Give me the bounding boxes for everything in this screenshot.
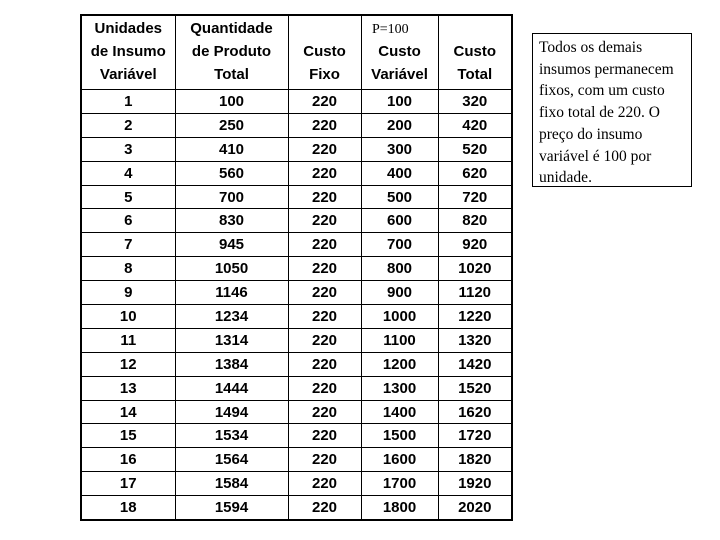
cell-units: 11 [81, 328, 175, 352]
cell-total-cost: 1220 [438, 305, 512, 329]
cell-total-cost: 720 [438, 185, 512, 209]
cell-quantity: 700 [175, 185, 288, 209]
cell-total-cost: 920 [438, 233, 512, 257]
table-row [81, 448, 512, 472]
cell-total-cost: 1620 [438, 400, 512, 424]
header-line: Variável [371, 66, 428, 83]
table-row [81, 185, 512, 209]
cell-units: 10 [81, 305, 175, 329]
table-row [81, 376, 512, 400]
table-row [81, 209, 512, 233]
cell-units: 7 [81, 233, 175, 257]
cell-variable-cost: 600 [361, 209, 438, 233]
cell-total-cost: 1520 [438, 376, 512, 400]
cell-variable-cost: 1500 [361, 424, 438, 448]
header-line: Unidades [94, 20, 162, 37]
cell-total-cost: 1420 [438, 352, 512, 376]
cell-fixed-cost: 220 [288, 137, 361, 161]
cell-variable-cost: 1600 [361, 448, 438, 472]
cell-variable-cost: 1400 [361, 400, 438, 424]
table-row [81, 137, 512, 161]
cell-variable-cost: 1700 [361, 472, 438, 496]
cell-total-cost: 420 [438, 113, 512, 137]
table-row [81, 113, 512, 137]
cell-total-cost: 1320 [438, 328, 512, 352]
header-units [81, 15, 175, 90]
cell-fixed-cost: 220 [288, 424, 361, 448]
cell-quantity: 945 [175, 233, 288, 257]
cell-total-cost: 1920 [438, 472, 512, 496]
cell-quantity: 1584 [175, 472, 288, 496]
cell-units: 2 [81, 113, 175, 137]
cell-variable-cost: 300 [361, 137, 438, 161]
cell-fixed-cost: 220 [288, 496, 361, 520]
note-box: Todos os demais insumos permanecem fixos, com um custo fixo total de 220. O preço do insumo variável é 100 por unidade. [532, 33, 692, 187]
cell-fixed-cost: 220 [288, 472, 361, 496]
header-line: Total [457, 66, 493, 83]
cell-quantity: 1234 [175, 305, 288, 329]
cell-total-cost: 1120 [438, 281, 512, 305]
header-line: Fixo [309, 66, 340, 83]
cell-quantity: 1564 [175, 448, 288, 472]
cell-variable-cost: 800 [361, 257, 438, 281]
table-row [81, 496, 512, 520]
cell-total-cost: 1820 [438, 448, 512, 472]
cell-units: 9 [81, 281, 175, 305]
cell-quantity: 1594 [175, 496, 288, 520]
cell-quantity: 100 [175, 90, 288, 114]
header-line: de Insumo [90, 43, 166, 60]
header-total-cost [438, 15, 512, 90]
cell-total-cost: 2020 [438, 496, 512, 520]
cell-quantity: 1384 [175, 352, 288, 376]
cell-variable-cost: 500 [361, 185, 438, 209]
cell-quantity: 1534 [175, 424, 288, 448]
table-row [81, 233, 512, 257]
cell-quantity: 410 [175, 137, 288, 161]
cell-total-cost: 520 [438, 137, 512, 161]
cell-fixed-cost: 220 [288, 113, 361, 137]
header-line: Custo [303, 43, 346, 60]
cell-variable-cost: 1800 [361, 496, 438, 520]
header-quantity [175, 15, 288, 90]
table-row [81, 472, 512, 496]
table-row [81, 257, 512, 281]
cell-units: 18 [81, 496, 175, 520]
cell-variable-cost: 1000 [361, 305, 438, 329]
price-label: P=100 [372, 22, 409, 37]
table-row [81, 90, 512, 114]
cell-total-cost: 320 [438, 90, 512, 114]
cell-units: 16 [81, 448, 175, 472]
cost-table [80, 14, 513, 521]
header-fixed-cost [288, 15, 361, 90]
table-row [81, 281, 512, 305]
cell-units: 12 [81, 352, 175, 376]
cell-units: 17 [81, 472, 175, 496]
cell-quantity: 1050 [175, 257, 288, 281]
cell-quantity: 250 [175, 113, 288, 137]
cell-fixed-cost: 220 [288, 376, 361, 400]
cell-fixed-cost: 220 [288, 400, 361, 424]
cell-fixed-cost: 220 [288, 233, 361, 257]
cell-units: 6 [81, 209, 175, 233]
cell-variable-cost: 400 [361, 161, 438, 185]
cell-variable-cost: 900 [361, 281, 438, 305]
cell-units: 5 [81, 185, 175, 209]
cell-variable-cost: 700 [361, 233, 438, 257]
cell-variable-cost: 1100 [361, 328, 438, 352]
cell-fixed-cost: 220 [288, 352, 361, 376]
cell-units: 4 [81, 161, 175, 185]
cell-quantity: 560 [175, 161, 288, 185]
cell-units: 13 [81, 376, 175, 400]
cell-variable-cost: 1300 [361, 376, 438, 400]
table-row [81, 328, 512, 352]
table-row [81, 400, 512, 424]
header-line: Total [214, 66, 249, 83]
cell-fixed-cost: 220 [288, 328, 361, 352]
cell-variable-cost: 100 [361, 90, 438, 114]
cell-quantity: 830 [175, 209, 288, 233]
cell-units: 1 [81, 90, 175, 114]
cell-fixed-cost: 220 [288, 90, 361, 114]
cell-fixed-cost: 220 [288, 281, 361, 305]
cell-fixed-cost: 220 [288, 305, 361, 329]
table-body [81, 90, 512, 521]
cell-fixed-cost: 220 [288, 209, 361, 233]
cell-total-cost: 1020 [438, 257, 512, 281]
cell-units: 8 [81, 257, 175, 281]
cell-fixed-cost: 220 [288, 185, 361, 209]
cell-total-cost: 820 [438, 209, 512, 233]
cell-total-cost: 1720 [438, 424, 512, 448]
table-row [81, 424, 512, 448]
cell-quantity: 1444 [175, 376, 288, 400]
cell-quantity: 1146 [175, 281, 288, 305]
cell-units: 3 [81, 137, 175, 161]
cell-total-cost: 620 [438, 161, 512, 185]
cell-quantity: 1314 [175, 328, 288, 352]
header-line: Variável [99, 66, 157, 83]
header-line: Quantidade [190, 20, 273, 37]
cell-fixed-cost: 220 [288, 161, 361, 185]
header-row [81, 15, 512, 90]
table-row [81, 305, 512, 329]
cell-fixed-cost: 220 [288, 257, 361, 281]
cell-quantity: 1494 [175, 400, 288, 424]
cell-units: 14 [81, 400, 175, 424]
table-row [81, 161, 512, 185]
header-line: Custo [453, 43, 496, 60]
cell-units: 15 [81, 424, 175, 448]
header-line: de Produto [191, 43, 272, 60]
cell-fixed-cost: 220 [288, 448, 361, 472]
table-row [81, 352, 512, 376]
cell-variable-cost: 200 [361, 113, 438, 137]
cell-variable-cost: 1200 [361, 352, 438, 376]
header-line: Custo [378, 43, 421, 60]
